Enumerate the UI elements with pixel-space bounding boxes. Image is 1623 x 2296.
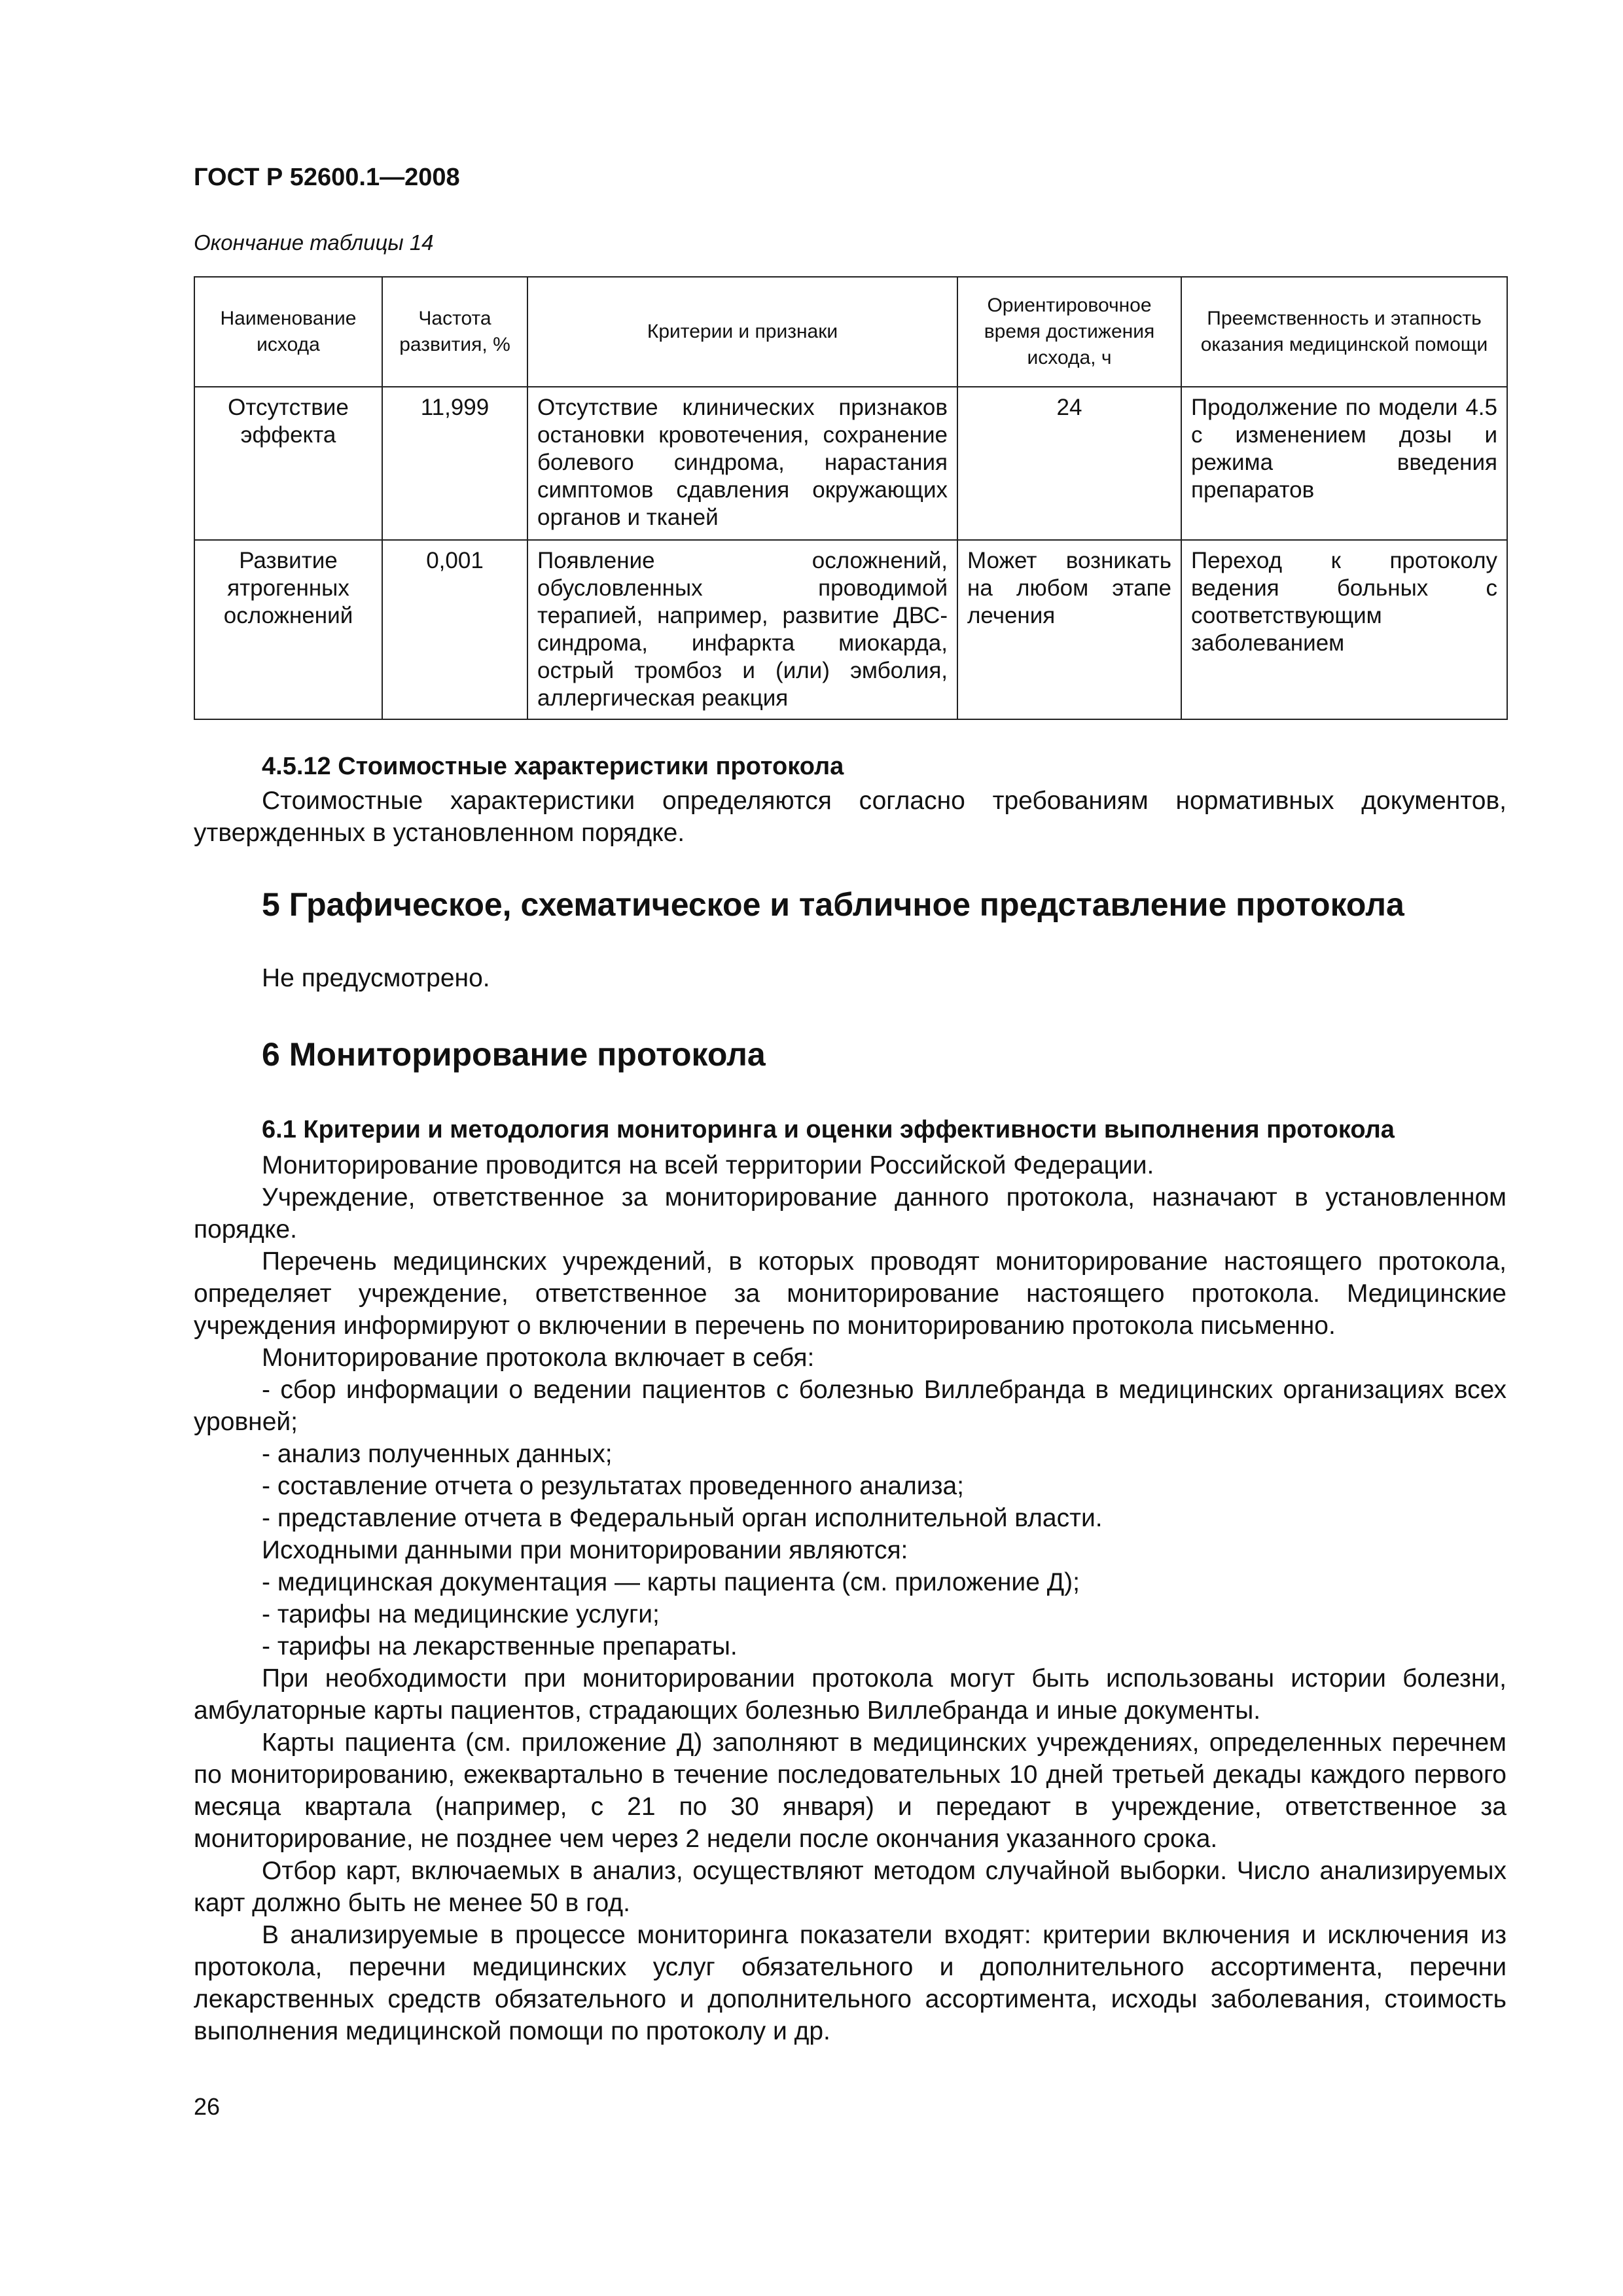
header-cell: Преемственность и этапность оказания медицинской помощи [1181,277,1507,387]
table-cell: Появление осложнений, обусловленных проводимой терапией, например, развитие ДВС-синдрома, инфаркта миокарда, острый тромбоз и (или) эмболия, аллергическая реакция [527,540,957,719]
paragraph: Мониторирование проводится на всей территории Российской Федерации. [262,1151,1154,1179]
header-cell: Частота развития, % [382,277,527,387]
table-caption: Окончание таблицы 14 [194,230,434,255]
section-6-body [194,1149,1507,2047]
page-number: 26 [194,2093,221,2120]
table-cell: 11,999 [382,387,527,540]
section-4-5-12-heading: 4.5.12 Стоимостные характеристики протокола [262,753,844,780]
header-cell: Критерии и признаки [527,277,957,387]
table-cell: Продолжение по модели 4.5 с изменением дозы и режима введения препаратов [1181,387,1507,540]
list-item: - тарифы на лекарственные препараты. [262,1632,738,1660]
section-6-heading: 6 Мониторирование протокола [262,1036,766,1073]
table-row [194,540,1507,719]
paragraph: Отбор карт, включаемых в анализ, осуществляют методом случайной выборки. Число анализируемых карт должно быть не менее 50 в год. [194,1857,1507,1917]
table-cell: Развитие ятрогенных осложнений [194,540,382,719]
table-header-row [194,277,1507,387]
list-item: - тарифы на медицинские услуги; [262,1600,660,1628]
section-4-5-12-text: Стоимостные характеристики определяются согласно требованиям нормативных документов, утвержденных в установленном порядке. [194,787,1507,847]
paragraph: Учреждение, ответственное за мониторирование данного протокола, назначают в установленном порядке. [194,1183,1507,1244]
section-5-text: Не предусмотрено. [262,964,490,992]
document-code: ГОСТ Р 52600.1—2008 [194,164,460,191]
outcomes-table [194,276,1508,720]
section-6-1-heading: 6.1 Критерии и методология мониторинга и оценки эффективности выполнения протокола [262,1116,1395,1143]
list-item: - анализ полученных данных; [262,1440,613,1468]
paragraph: При необходимости при мониторировании протокола могут быть использованы истории болезни, амбулаторные карты пациентов, страдающих болезнью Виллебранда и иные документы. [194,1664,1507,1725]
table-cell: Может возникать на любом этапе лечения [957,540,1181,719]
table-cell: Отсутствие клинических признаков остановки кровотечения, сохранение болевого синдрома, нарастания симптомов сдавления окружающих органов и тканей [527,387,957,540]
header-cell: Наименование исхода [194,277,382,387]
list-item: - медицинская документация — карты пациента (см. приложение Д); [262,1568,1080,1596]
section-5-heading: 5 Графическое, схематическое и табличное представление протокола [262,886,1404,923]
table-cell: 0,001 [382,540,527,719]
paragraph: В анализируемые в процессе мониторинга показатели входят: критерии включения и исключения из протокола, перечни медицинских услуг обязательного и дополнительного ассортимента, перечни лекарственных средств обязательного и дополнительного ассортимента, исходы заболевания, стоимость выполнения медицинской помощи по протоколу и др. [194,1921,1507,2045]
table-cell: Отсутствие эффекта [194,387,382,540]
paragraph: Мониторирование протокола включает в себя: [262,1344,815,1372]
paragraph: Перечень медицинских учреждений, в которых проводят мониторирование настоящего протокола, определяет учреждение, ответственное за мониторирование настоящего протокола. Медицинские учреждения информируют о включении в перечень по мониторированию протокола письменно. [194,1247,1507,1340]
header-cell: Ориентировочное время достижения исхода, ч [957,277,1181,387]
list-item: - сбор информации о ведении пациентов с болезнью Виллебранда в медицинских организациях всех уровней; [194,1376,1507,1436]
paragraph: Карты пациента (см. приложение Д) заполняют в медицинских учреждениях, определенных перечнем по мониторированию, ежеквартально в течение последовательных 10 дней третьей декады каждого первого месяца квартала (например, с 21 по 30 января) и передают в учреждение, ответственное за мониторирование, не позднее чем через 2 недели после окончания указанного срока. [194,1729,1507,1853]
list-item: - представление отчета в Федеральный орган исполнительной власти. [262,1504,1103,1532]
list-item: - составление отчета о результатах проведенного анализа; [262,1472,964,1500]
table-cell: Переход к протоколу ведения больных с соответствующим заболеванием [1181,540,1507,719]
table-cell: 24 [957,387,1181,540]
paragraph: Исходными данными при мониторировании являются: [262,1536,908,1564]
table-row [194,387,1507,540]
